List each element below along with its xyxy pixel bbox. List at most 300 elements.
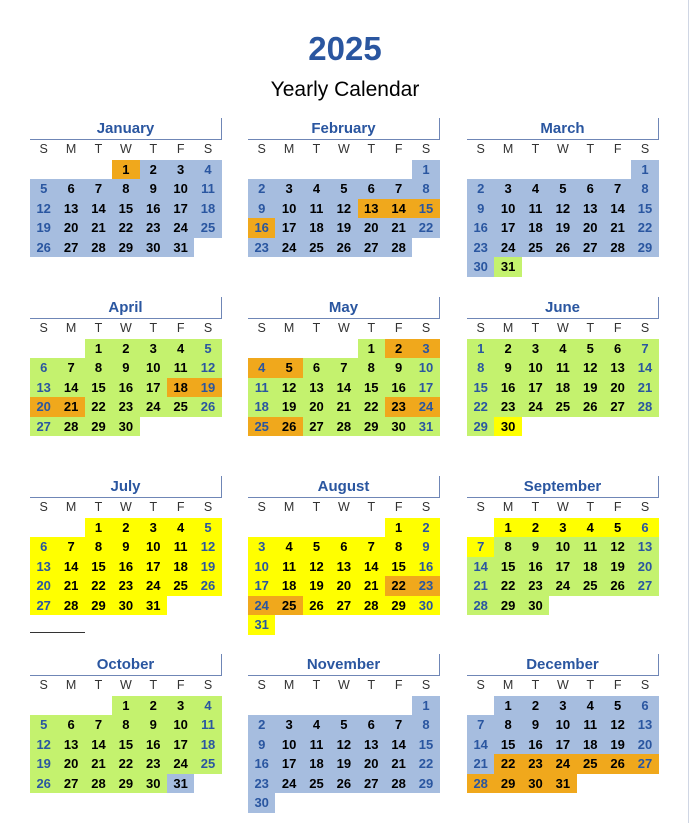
day-cell: 5 xyxy=(194,518,221,538)
weekday-label: T xyxy=(94,321,103,335)
weekday-label: S xyxy=(476,142,485,156)
day-cell: 8 xyxy=(631,179,658,199)
weekday-label: W xyxy=(337,321,350,335)
day-cell: 23 xyxy=(522,754,549,774)
empty-day xyxy=(358,518,385,538)
day-cell: 14 xyxy=(467,735,494,755)
day-cell: 7 xyxy=(385,179,412,199)
weekday-label: M xyxy=(283,500,295,514)
weekday-label: W xyxy=(119,321,132,335)
day-cell: 26 xyxy=(30,774,57,794)
day-cell: 11 xyxy=(194,179,221,199)
day-cell: 29 xyxy=(412,774,439,794)
day-cell: 28 xyxy=(330,417,357,437)
empty-day xyxy=(57,696,84,716)
day-cell: 7 xyxy=(57,537,84,557)
day-cell: 20 xyxy=(577,218,604,238)
empty-day xyxy=(412,615,439,635)
empty-day xyxy=(604,596,631,616)
day-cell: 14 xyxy=(57,378,84,398)
week-row xyxy=(248,537,440,557)
day-cell: 24 xyxy=(140,576,167,596)
month-title: February xyxy=(248,118,440,140)
day-cell: 10 xyxy=(549,715,576,735)
day-cell: 15 xyxy=(112,199,139,219)
day-cell: 10 xyxy=(140,537,167,557)
day-cell: 7 xyxy=(467,537,494,557)
day-cell: 14 xyxy=(85,735,112,755)
day-cell: 11 xyxy=(522,199,549,219)
day-cell: 16 xyxy=(412,557,439,577)
empty-day xyxy=(303,793,330,813)
week-row xyxy=(467,179,659,199)
day-cell: 21 xyxy=(467,576,494,596)
empty-day xyxy=(57,339,84,359)
day-cell: 25 xyxy=(522,238,549,258)
day-cell: 1 xyxy=(358,339,385,359)
day-cell: 24 xyxy=(275,238,302,258)
day-cell: 18 xyxy=(167,557,194,577)
weekday-label: T xyxy=(367,142,376,156)
day-cell: 28 xyxy=(385,774,412,794)
day-cell: 4 xyxy=(303,715,330,735)
empty-day xyxy=(194,238,221,258)
day-cell: 11 xyxy=(303,735,330,755)
day-cell: 9 xyxy=(467,199,494,219)
day-cell: 14 xyxy=(385,199,412,219)
weekday-label: T xyxy=(94,678,103,692)
day-cell: 29 xyxy=(85,417,112,437)
day-cell: 28 xyxy=(57,417,84,437)
day-cell: 5 xyxy=(330,715,357,735)
day-cell: 28 xyxy=(85,238,112,258)
day-cell: 5 xyxy=(604,696,631,716)
day-cell: 3 xyxy=(140,518,167,538)
day-cell: 13 xyxy=(358,735,385,755)
day-cell: 16 xyxy=(467,218,494,238)
day-cell: 1 xyxy=(467,339,494,359)
day-cell: 7 xyxy=(57,358,84,378)
week-row xyxy=(248,576,440,596)
day-cell: 7 xyxy=(330,358,357,378)
day-cell: 19 xyxy=(194,378,221,398)
weekday-label: S xyxy=(476,678,485,692)
weekday-label: W xyxy=(119,142,132,156)
empty-day xyxy=(522,257,549,277)
day-cell: 19 xyxy=(275,397,302,417)
week-row xyxy=(248,358,440,378)
weekday-label: S xyxy=(476,500,485,514)
day-cell: 22 xyxy=(494,576,521,596)
weekday-header xyxy=(467,140,659,160)
day-cell: 27 xyxy=(358,238,385,258)
day-cell: 2 xyxy=(112,518,139,538)
month-january xyxy=(30,118,222,257)
day-cell: 23 xyxy=(140,218,167,238)
day-cell: 20 xyxy=(57,218,84,238)
day-cell: 18 xyxy=(522,218,549,238)
empty-day xyxy=(303,696,330,716)
week-row xyxy=(30,417,222,437)
day-cell: 27 xyxy=(631,576,658,596)
day-cell: 5 xyxy=(30,179,57,199)
day-cell: 22 xyxy=(467,397,494,417)
day-cell: 6 xyxy=(303,358,330,378)
day-cell: 19 xyxy=(30,754,57,774)
day-cell: 10 xyxy=(248,557,275,577)
week-row xyxy=(248,596,440,616)
day-cell: 18 xyxy=(194,735,221,755)
weekday-label: S xyxy=(39,321,48,335)
day-cell: 16 xyxy=(112,557,139,577)
day-cell: 30 xyxy=(522,774,549,794)
month-june xyxy=(467,297,659,436)
day-cell: 26 xyxy=(604,576,631,596)
day-cell: 4 xyxy=(167,518,194,538)
day-cell: 4 xyxy=(194,160,221,180)
week-row xyxy=(248,238,440,258)
weekday-header xyxy=(248,319,440,339)
day-cell: 16 xyxy=(140,735,167,755)
day-cell: 3 xyxy=(275,715,302,735)
month-december xyxy=(467,654,659,793)
day-cell: 14 xyxy=(631,358,658,378)
day-cell: 17 xyxy=(549,735,576,755)
day-cell: 12 xyxy=(275,378,302,398)
day-cell: 3 xyxy=(167,696,194,716)
day-cell: 21 xyxy=(385,218,412,238)
day-cell: 12 xyxy=(604,715,631,735)
day-cell: 15 xyxy=(112,735,139,755)
day-cell: 5 xyxy=(30,715,57,735)
day-cell: 23 xyxy=(248,238,275,258)
day-cell: 18 xyxy=(549,378,576,398)
month-march xyxy=(467,118,659,277)
week-row xyxy=(467,218,659,238)
day-cell: 5 xyxy=(330,179,357,199)
day-cell: 21 xyxy=(57,576,84,596)
weekday-label: T xyxy=(312,142,321,156)
day-cell: 14 xyxy=(385,735,412,755)
day-cell: 10 xyxy=(522,358,549,378)
empty-day xyxy=(303,615,330,635)
weekday-label: T xyxy=(531,500,540,514)
weekday-label: T xyxy=(312,678,321,692)
day-cell: 27 xyxy=(330,596,357,616)
day-cell: 9 xyxy=(522,537,549,557)
day-cell: 30 xyxy=(412,596,439,616)
day-cell: 3 xyxy=(549,696,576,716)
weekday-header xyxy=(248,498,440,518)
weekday-label: M xyxy=(65,500,77,514)
day-cell: 29 xyxy=(112,238,139,258)
empty-day xyxy=(30,339,57,359)
day-cell: 20 xyxy=(303,397,330,417)
day-cell: 7 xyxy=(467,715,494,735)
week-row xyxy=(467,378,659,398)
day-cell: 22 xyxy=(494,754,521,774)
day-cell: 23 xyxy=(140,754,167,774)
week-row xyxy=(248,160,440,180)
day-cell: 14 xyxy=(330,378,357,398)
day-cell: 16 xyxy=(522,557,549,577)
day-cell: 26 xyxy=(30,238,57,258)
empty-day xyxy=(549,160,576,180)
empty-day xyxy=(194,774,221,794)
day-cell: 9 xyxy=(248,199,275,219)
week-row xyxy=(248,793,440,813)
weekday-header xyxy=(248,140,440,160)
day-cell: 18 xyxy=(577,735,604,755)
day-cell: 8 xyxy=(412,715,439,735)
day-cell: 24 xyxy=(275,774,302,794)
day-cell: 27 xyxy=(631,754,658,774)
day-cell: 4 xyxy=(275,537,302,557)
weekday-label: W xyxy=(556,142,569,156)
day-cell: 24 xyxy=(412,397,439,417)
day-cell: 16 xyxy=(385,378,412,398)
day-cell: 23 xyxy=(522,576,549,596)
day-cell: 6 xyxy=(358,179,385,199)
day-cell: 25 xyxy=(275,596,302,616)
day-cell: 29 xyxy=(85,596,112,616)
day-cell: 6 xyxy=(604,339,631,359)
empty-day xyxy=(30,696,57,716)
day-cell: 25 xyxy=(194,218,221,238)
day-cell: 11 xyxy=(194,715,221,735)
day-cell: 1 xyxy=(112,160,139,180)
day-cell: 9 xyxy=(140,179,167,199)
day-cell: 22 xyxy=(358,397,385,417)
day-cell: 18 xyxy=(275,576,302,596)
day-cell: 15 xyxy=(85,557,112,577)
day-cell: 3 xyxy=(167,160,194,180)
weekday-label: F xyxy=(613,142,622,156)
day-cell: 1 xyxy=(385,518,412,538)
day-cell: 3 xyxy=(412,339,439,359)
empty-day xyxy=(275,615,302,635)
day-cell: 14 xyxy=(467,557,494,577)
weekday-label: S xyxy=(203,500,213,514)
day-cell: 4 xyxy=(194,696,221,716)
day-cell: 23 xyxy=(412,576,439,596)
week-row xyxy=(248,378,440,398)
day-cell: 1 xyxy=(112,696,139,716)
weekday-label: F xyxy=(394,678,403,692)
week-row xyxy=(248,199,440,219)
empty-day xyxy=(57,160,84,180)
day-cell: 3 xyxy=(494,179,521,199)
day-cell: 13 xyxy=(30,557,57,577)
week-row xyxy=(30,715,222,735)
day-cell: 22 xyxy=(412,218,439,238)
day-cell: 2 xyxy=(494,339,521,359)
day-cell: 24 xyxy=(549,754,576,774)
day-cell: 29 xyxy=(385,596,412,616)
day-cell: 7 xyxy=(85,715,112,735)
day-cell: 12 xyxy=(194,358,221,378)
day-cell: 15 xyxy=(631,199,658,219)
empty-day xyxy=(604,257,631,277)
day-cell: 1 xyxy=(494,696,521,716)
day-cell: 30 xyxy=(140,774,167,794)
day-cell: 18 xyxy=(167,378,194,398)
weekday-label: S xyxy=(421,678,431,692)
day-cell: 31 xyxy=(140,596,167,616)
day-cell: 21 xyxy=(85,218,112,238)
empty-day xyxy=(303,339,330,359)
day-cell: 8 xyxy=(85,358,112,378)
day-cell: 16 xyxy=(112,378,139,398)
day-cell: 4 xyxy=(248,358,275,378)
day-cell: 11 xyxy=(275,557,302,577)
day-cell: 1 xyxy=(631,160,658,180)
empty-day xyxy=(358,793,385,813)
day-cell: 3 xyxy=(140,339,167,359)
day-cell: 19 xyxy=(194,557,221,577)
day-cell: 2 xyxy=(248,179,275,199)
empty-day xyxy=(358,615,385,635)
day-cell: 14 xyxy=(358,557,385,577)
weekday-label: T xyxy=(586,678,595,692)
day-cell: 30 xyxy=(248,793,275,813)
day-cell: 30 xyxy=(385,417,412,437)
day-cell: 17 xyxy=(412,378,439,398)
week-row xyxy=(30,199,222,219)
day-cell: 19 xyxy=(30,218,57,238)
week-row xyxy=(467,735,659,755)
day-cell: 30 xyxy=(140,238,167,258)
day-cell: 20 xyxy=(631,557,658,577)
weekday-label: S xyxy=(421,142,431,156)
month-september xyxy=(467,476,659,615)
day-cell: 7 xyxy=(385,715,412,735)
week-row xyxy=(467,596,659,616)
weekday-label: M xyxy=(283,678,295,692)
month-title: March xyxy=(467,118,659,140)
day-cell: 6 xyxy=(631,518,658,538)
day-cell: 12 xyxy=(330,735,357,755)
day-cell: 10 xyxy=(275,735,302,755)
day-cell: 20 xyxy=(631,735,658,755)
empty-day xyxy=(358,160,385,180)
day-cell: 15 xyxy=(85,378,112,398)
empty-day xyxy=(467,160,494,180)
day-cell: 21 xyxy=(467,754,494,774)
day-cell: 27 xyxy=(303,417,330,437)
day-cell: 11 xyxy=(549,358,576,378)
month-november xyxy=(248,654,440,813)
month-title: April xyxy=(30,297,222,319)
day-cell: 24 xyxy=(167,218,194,238)
empty-day xyxy=(549,417,576,437)
day-cell: 1 xyxy=(85,339,112,359)
weekday-header xyxy=(467,676,659,696)
day-cell: 2 xyxy=(140,696,167,716)
day-cell: 7 xyxy=(85,179,112,199)
day-cell: 11 xyxy=(577,715,604,735)
day-cell: 29 xyxy=(494,774,521,794)
empty-day xyxy=(248,160,275,180)
week-row xyxy=(30,358,222,378)
empty-day xyxy=(275,793,302,813)
day-cell: 26 xyxy=(194,397,221,417)
day-cell: 23 xyxy=(112,397,139,417)
weekday-label: S xyxy=(39,142,48,156)
empty-day xyxy=(248,339,275,359)
day-cell: 24 xyxy=(140,397,167,417)
weekday-label: F xyxy=(394,321,403,335)
empty-day xyxy=(248,518,275,538)
day-cell: 15 xyxy=(412,735,439,755)
week-row xyxy=(30,557,222,577)
day-cell: 13 xyxy=(631,715,658,735)
day-cell: 23 xyxy=(494,397,521,417)
empty-day xyxy=(467,518,494,538)
weekday-label: T xyxy=(586,500,595,514)
week-row xyxy=(30,696,222,716)
day-cell: 13 xyxy=(631,537,658,557)
day-cell: 3 xyxy=(275,179,302,199)
day-cell: 26 xyxy=(577,397,604,417)
weekday-label: W xyxy=(119,678,132,692)
day-cell: 9 xyxy=(112,358,139,378)
month-august xyxy=(248,476,440,635)
weekday-label: W xyxy=(556,321,569,335)
weekday-label: F xyxy=(613,500,622,514)
empty-day xyxy=(577,596,604,616)
day-cell: 12 xyxy=(604,537,631,557)
day-cell: 17 xyxy=(167,199,194,219)
day-cell: 17 xyxy=(275,218,302,238)
weekday-label: T xyxy=(94,142,103,156)
day-cell: 27 xyxy=(604,397,631,417)
week-row xyxy=(248,615,440,635)
day-cell: 26 xyxy=(275,417,302,437)
day-cell: 3 xyxy=(248,537,275,557)
weekday-label: S xyxy=(203,142,213,156)
day-cell: 17 xyxy=(167,735,194,755)
day-cell: 28 xyxy=(467,596,494,616)
day-cell: 27 xyxy=(358,774,385,794)
day-cell: 9 xyxy=(385,358,412,378)
empty-day xyxy=(358,696,385,716)
day-cell: 10 xyxy=(275,199,302,219)
day-cell: 10 xyxy=(167,179,194,199)
day-cell: 11 xyxy=(577,537,604,557)
day-cell: 10 xyxy=(412,358,439,378)
day-cell: 21 xyxy=(385,754,412,774)
day-cell: 28 xyxy=(85,774,112,794)
day-cell: 25 xyxy=(194,754,221,774)
week-row xyxy=(467,199,659,219)
week-row xyxy=(248,339,440,359)
empty-day xyxy=(604,774,631,794)
empty-day xyxy=(385,160,412,180)
week-row xyxy=(248,397,440,417)
day-cell: 31 xyxy=(494,257,521,277)
day-cell: 18 xyxy=(303,754,330,774)
day-cell: 19 xyxy=(330,218,357,238)
weekday-label: F xyxy=(176,500,185,514)
week-row xyxy=(467,537,659,557)
day-cell: 10 xyxy=(140,358,167,378)
empty-day xyxy=(631,774,658,794)
month-october xyxy=(30,654,222,793)
day-cell: 22 xyxy=(631,218,658,238)
day-cell: 17 xyxy=(549,557,576,577)
weekday-label: T xyxy=(586,321,595,335)
